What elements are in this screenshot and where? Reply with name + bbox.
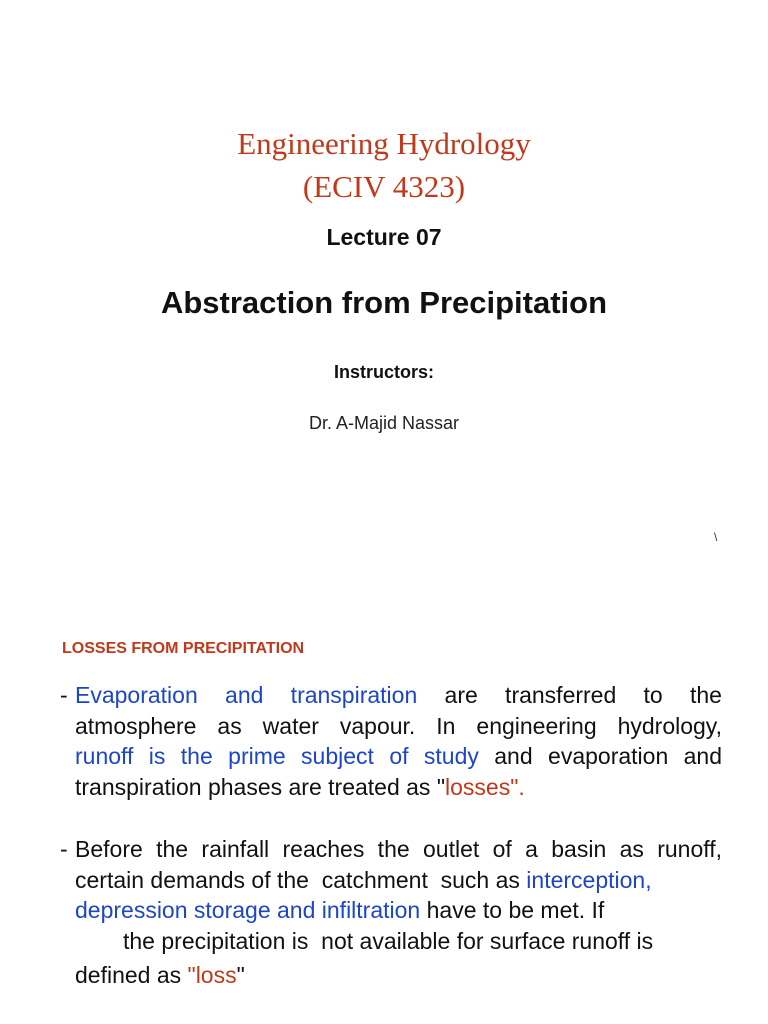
stray-mark: \ <box>714 530 718 544</box>
bullet-line <box>60 741 722 772</box>
bullet-rainfall <box>60 834 722 991</box>
text-span: transpiration phases are treated as " <box>75 773 445 800</box>
highlight-text: Evaporation and transpiration <box>75 682 418 708</box>
highlight-text: interception, <box>526 866 652 893</box>
bullet-line: Before the rainfall reaches the outlet of a basin as runoff, <box>75 836 722 862</box>
text-span: and evaporation and <box>478 743 722 769</box>
lecture-topic: Abstraction from Precipitation <box>160 285 608 320</box>
instructor-name: Dr. A-Majid Nassar <box>308 413 460 433</box>
highlight-text: runoff is the prime subject of study <box>75 743 479 769</box>
loss-term: losses". <box>445 773 525 800</box>
text-span: are transferred to the <box>417 682 722 708</box>
section-heading: LOSSES FROM PRECIPITATION <box>62 640 305 657</box>
course-code: (ECIV 4323) <box>302 169 466 204</box>
bullet-line: atmosphere as water vapour. In engineering hydrology, <box>75 712 722 739</box>
bullet-line <box>60 895 722 926</box>
loss-term: "loss <box>187 962 237 988</box>
content-slide <box>0 600 768 1024</box>
bullet-line <box>60 960 722 991</box>
lecture-number: Lecture 07 <box>326 224 442 250</box>
text-span: certain demands of the catchment such as <box>75 866 527 893</box>
bullet-line <box>60 680 722 711</box>
text-span: defined as <box>75 962 188 988</box>
instructors-label: Instructors: <box>333 362 434 382</box>
bullet-evaporation <box>60 680 722 802</box>
bullet-dash: - <box>60 682 68 708</box>
bullet-dash: - <box>60 836 68 862</box>
highlight-text: depression storage and infiltration <box>75 897 421 923</box>
text-span: " <box>236 962 245 988</box>
bullet-line: the precipitation is not available for surface runoff is <box>123 927 654 954</box>
text-span: have to be met. If <box>420 897 605 923</box>
course-title: Engineering Hydrology <box>237 126 531 161</box>
bullet-line <box>60 865 722 896</box>
bullet-line <box>60 772 722 803</box>
